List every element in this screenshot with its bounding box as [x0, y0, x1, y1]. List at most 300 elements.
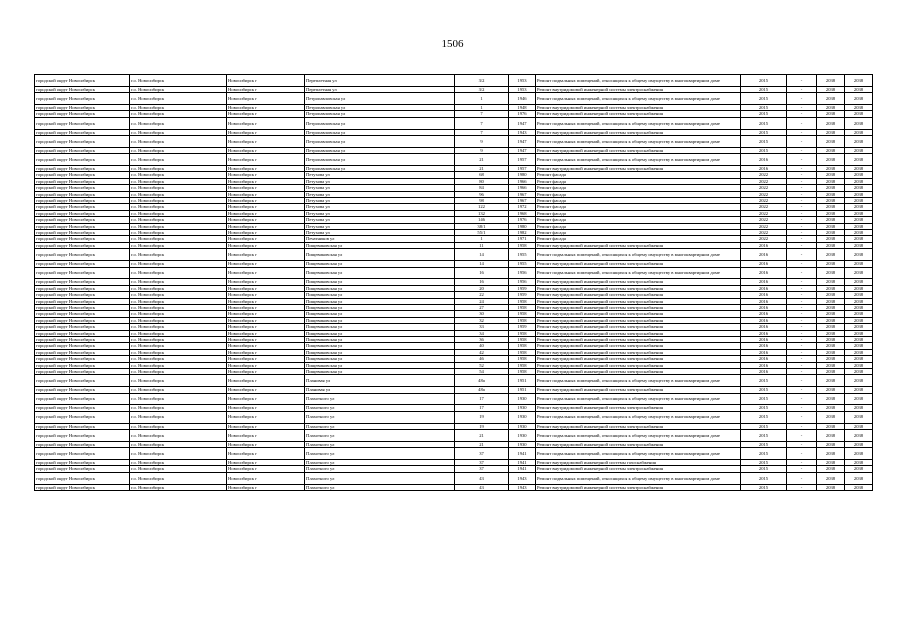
cell-go: г.о. Новосибирск: [130, 178, 227, 184]
cell-okrug: городской округ Новосибирск: [35, 393, 130, 405]
cell-city: Новосибирск г: [227, 86, 305, 92]
cell-okrug: городской округ Новосибирск: [35, 223, 130, 229]
cell-dash: -: [787, 411, 817, 423]
repair-schedule-table: [34, 74, 873, 491]
table-row: [35, 430, 873, 442]
cell-dash: -: [787, 466, 817, 472]
cell-start-year: 2022: [741, 178, 787, 184]
cell-street: Пищевиковская ул: [305, 362, 455, 368]
cell-start-year: 2022: [741, 223, 787, 229]
cell-okrug: городской округ Новосибирск: [35, 472, 130, 484]
cell-city: Новосибирск г: [227, 368, 305, 374]
cell-house: 32: [455, 317, 509, 323]
cell-year: 1953: [509, 75, 536, 87]
cell-street: Пищевиковская ул: [305, 336, 455, 342]
cell-work: Ремонт подвальных помещений, относящихся к общему имуществу в многоквартирном доме: [536, 448, 741, 460]
cell-start-year: 2015: [741, 375, 787, 387]
cell-okrug: городской округ Новосибирск: [35, 484, 130, 490]
cell-year: 1943: [509, 484, 536, 490]
cell-year: 1966: [509, 185, 536, 191]
cell-street: Петропавловская ул: [305, 111, 455, 117]
cell-dash: -: [787, 242, 817, 248]
cell-street: Петропавловская ул: [305, 93, 455, 105]
cell-year: 1971: [509, 236, 536, 242]
cell-work: Ремонт подвальных помещений, относящихся к общему имуществу в многоквартирном доме: [536, 136, 741, 148]
cell-street: Плановая ул: [305, 375, 455, 387]
cell-final-year: 2038: [845, 129, 873, 135]
cell-start-year: 2015: [741, 411, 787, 423]
cell-work: Ремонт внутридомовой инженерной системы электроснабжения: [536, 298, 741, 304]
cell-start-year: 2022: [741, 230, 787, 236]
cell-end-year: 2038: [817, 375, 845, 387]
cell-okrug: городской округ Новосибирск: [35, 324, 130, 330]
cell-start-year: 2016: [741, 298, 787, 304]
cell-end-year: 2038: [817, 154, 845, 166]
cell-dash: -: [787, 185, 817, 191]
cell-city: Новосибирск г: [227, 285, 305, 291]
cell-work: Ремонт внутридомовой инженерной системы электроснабжения: [536, 362, 741, 368]
cell-start-year: 2015: [741, 93, 787, 105]
cell-year: 1968: [509, 210, 536, 216]
cell-final-year: 2038: [845, 349, 873, 355]
cell-year: 1957: [509, 154, 536, 166]
cell-end-year: 2038: [817, 261, 845, 267]
cell-start-year: 2016: [741, 292, 787, 298]
cell-final-year: 2038: [845, 166, 873, 172]
cell-work: Ремонт внутридомовой инженерной системы электроснабжения: [536, 166, 741, 172]
cell-city: Новосибирск г: [227, 172, 305, 178]
cell-house: 68: [455, 172, 509, 178]
cell-start-year: 2016: [741, 317, 787, 323]
cell-okrug: городской округ Новосибирск: [35, 448, 130, 460]
cell-go: г.о. Новосибирск: [130, 285, 227, 291]
table-row: [35, 448, 873, 460]
cell-house: 7: [455, 117, 509, 129]
cell-start-year: 2022: [741, 210, 787, 216]
cell-go: г.о. Новосибирск: [130, 343, 227, 349]
cell-year: 1946: [509, 93, 536, 105]
cell-work: Ремонт подвальных помещений, относящихся к общему имуществу в многоквартирном доме: [536, 430, 741, 442]
cell-go: г.о. Новосибирск: [130, 86, 227, 92]
cell-go: г.о. Новосибирск: [130, 298, 227, 304]
cell-end-year: 2038: [817, 430, 845, 442]
cell-work: Ремонт фасада: [536, 236, 741, 242]
cell-end-year: 2038: [817, 217, 845, 223]
cell-city: Новосибирск г: [227, 154, 305, 166]
cell-start-year: 2016: [741, 349, 787, 355]
cell-city: Новосибирск г: [227, 117, 305, 129]
cell-street: Плахотного ул: [305, 393, 455, 405]
cell-city: Новосибирск г: [227, 411, 305, 423]
cell-street: Пищевиковская ул: [305, 242, 455, 248]
cell-go: г.о. Новосибирск: [130, 242, 227, 248]
cell-work: Ремонт подвальных помещений, относящихся к общему имуществу в многоквартирном доме: [536, 267, 741, 279]
cell-go: г.о. Новосибирск: [130, 430, 227, 442]
cell-okrug: городской округ Новосибирск: [35, 198, 130, 204]
cell-street: Петухова ул: [305, 178, 455, 184]
cell-start-year: 2015: [741, 484, 787, 490]
table-row: [35, 93, 873, 105]
cell-dash: -: [787, 267, 817, 279]
cell-final-year: 2038: [845, 117, 873, 129]
cell-start-year: 2022: [741, 198, 787, 204]
cell-city: Новосибирск г: [227, 93, 305, 105]
cell-street: Пищевиковская ул: [305, 311, 455, 317]
cell-final-year: 2038: [845, 304, 873, 310]
cell-work: Ремонт фасада: [536, 204, 741, 210]
cell-house: 43: [455, 472, 509, 484]
cell-dash: -: [787, 172, 817, 178]
cell-end-year: 2038: [817, 441, 845, 447]
cell-work: Ремонт фасада: [536, 217, 741, 223]
cell-okrug: городской округ Новосибирск: [35, 441, 130, 447]
cell-year: 1980: [509, 223, 536, 229]
cell-start-year: 2015: [741, 147, 787, 153]
cell-okrug: городской округ Новосибирск: [35, 343, 130, 349]
cell-year: 1941: [509, 466, 536, 472]
cell-city: Новосибирск г: [227, 185, 305, 191]
cell-okrug: городской округ Новосибирск: [35, 317, 130, 323]
cell-house: 22: [455, 292, 509, 298]
cell-dash: -: [787, 317, 817, 323]
cell-dash: -: [787, 423, 817, 429]
cell-house: 16: [455, 267, 509, 279]
cell-start-year: 2022: [741, 236, 787, 242]
cell-start-year: 2016: [741, 336, 787, 342]
cell-go: г.о. Новосибирск: [130, 154, 227, 166]
cell-final-year: 2038: [845, 411, 873, 423]
cell-end-year: 2038: [817, 86, 845, 92]
cell-street: Пищевиковская ул: [305, 292, 455, 298]
cell-dash: -: [787, 230, 817, 236]
cell-house: 21: [455, 154, 509, 166]
cell-street: Переплетная ул: [305, 86, 455, 92]
cell-year: 1980: [509, 172, 536, 178]
cell-work: Ремонт внутридомовой инженерной системы электроснабжения: [536, 349, 741, 355]
cell-city: Новосибирск г: [227, 223, 305, 229]
table-row: [35, 375, 873, 387]
cell-go: г.о. Новосибирск: [130, 267, 227, 279]
cell-final-year: 2038: [845, 198, 873, 204]
cell-start-year: 2015: [741, 136, 787, 148]
cell-start-year: 2016: [741, 330, 787, 336]
cell-city: Новосибирск г: [227, 147, 305, 153]
cell-dash: -: [787, 343, 817, 349]
cell-go: г.о. Новосибирск: [130, 448, 227, 460]
cell-end-year: 2038: [817, 75, 845, 87]
cell-house: 1: [455, 236, 509, 242]
cell-work: Ремонт фасада: [536, 230, 741, 236]
cell-year: 1958: [509, 343, 536, 349]
cell-final-year: 2038: [845, 430, 873, 442]
cell-start-year: 2015: [741, 448, 787, 460]
cell-house: 84: [455, 185, 509, 191]
cell-work: Ремонт подвальных помещений, относящихся к общему имуществу в многоквартирном доме: [536, 472, 741, 484]
cell-end-year: 2038: [817, 362, 845, 368]
cell-year: 1955: [509, 261, 536, 267]
cell-street: Плахотного ул: [305, 460, 455, 466]
cell-year: 1958: [509, 304, 536, 310]
table-row: [35, 393, 873, 405]
cell-end-year: 2038: [817, 298, 845, 304]
cell-street: Плахотного ул: [305, 411, 455, 423]
cell-okrug: городской округ Новосибирск: [35, 86, 130, 92]
cell-house: 146: [455, 217, 509, 223]
cell-house: 14: [455, 261, 509, 267]
cell-street: Петухова ул: [305, 191, 455, 197]
cell-go: г.о. Новосибирск: [130, 304, 227, 310]
cell-end-year: 2038: [817, 223, 845, 229]
cell-year: 1930: [509, 430, 536, 442]
cell-dash: -: [787, 217, 817, 223]
cell-work: Ремонт фасада: [536, 172, 741, 178]
cell-work: Ремонт внутридомовой инженерной системы электроснабжения: [536, 105, 741, 111]
cell-final-year: 2038: [845, 185, 873, 191]
cell-street: Пищевиковская ул: [305, 304, 455, 310]
cell-okrug: городской округ Новосибирск: [35, 147, 130, 153]
cell-dash: -: [787, 178, 817, 184]
cell-dash: -: [787, 210, 817, 216]
cell-go: г.о. Новосибирск: [130, 191, 227, 197]
cell-city: Новосибирск г: [227, 111, 305, 117]
cell-city: Новосибирск г: [227, 375, 305, 387]
cell-go: г.о. Новосибирск: [130, 441, 227, 447]
cell-work: Ремонт подвальных помещений, относящихся к общему имуществу в многоквартирном доме: [536, 249, 741, 261]
cell-city: Новосибирск г: [227, 242, 305, 248]
cell-year: 1956: [509, 267, 536, 279]
cell-final-year: 2038: [845, 111, 873, 117]
cell-street: Петропавловская ул: [305, 105, 455, 111]
cell-city: Новосибирск г: [227, 75, 305, 87]
cell-work: Ремонт подвальных помещений, относящихся к общему имуществу в многоквартирном доме: [536, 411, 741, 423]
cell-year: 1930: [509, 441, 536, 447]
cell-dash: -: [787, 460, 817, 466]
cell-street: Пищевиковская ул: [305, 249, 455, 261]
cell-city: Новосибирск г: [227, 136, 305, 148]
cell-dash: -: [787, 136, 817, 148]
cell-end-year: 2038: [817, 368, 845, 374]
cell-city: Новосибирск г: [227, 441, 305, 447]
cell-start-year: 2015: [741, 441, 787, 447]
cell-end-year: 2038: [817, 93, 845, 105]
table-row: [35, 472, 873, 484]
cell-dash: -: [787, 236, 817, 242]
cell-go: г.о. Новосибирск: [130, 411, 227, 423]
cell-year: 1948: [509, 105, 536, 111]
cell-house: 20: [455, 285, 509, 291]
cell-end-year: 2038: [817, 411, 845, 423]
cell-house: 11: [455, 242, 509, 248]
cell-final-year: 2038: [845, 292, 873, 298]
cell-city: Новосибирск г: [227, 466, 305, 472]
cell-city: Новосибирск г: [227, 261, 305, 267]
cell-year: 1976: [509, 111, 536, 117]
cell-final-year: 2038: [845, 448, 873, 460]
cell-street: Плановая ул: [305, 387, 455, 393]
cell-house: 17: [455, 393, 509, 405]
cell-street: Пищевиковская ул: [305, 317, 455, 323]
cell-city: Новосибирск г: [227, 460, 305, 466]
cell-street: Пищевиковская ул: [305, 356, 455, 362]
cell-work: Ремонт внутридомовой инженерной системы электроснабжения: [536, 279, 741, 285]
cell-house: 38/1: [455, 223, 509, 229]
cell-end-year: 2038: [817, 285, 845, 291]
cell-go: г.о. Новосибирск: [130, 484, 227, 490]
cell-go: г.о. Новосибирск: [130, 362, 227, 368]
cell-okrug: городской округ Новосибирск: [35, 285, 130, 291]
cell-okrug: городской округ Новосибирск: [35, 279, 130, 285]
cell-city: Новосибирск г: [227, 210, 305, 216]
cell-dash: -: [787, 311, 817, 317]
cell-final-year: 2038: [845, 336, 873, 342]
cell-go: г.о. Новосибирск: [130, 317, 227, 323]
cell-start-year: 2016: [741, 356, 787, 362]
cell-final-year: 2038: [845, 236, 873, 242]
cell-work: Ремонт внутридомовой инженерной системы электроснабжения: [536, 324, 741, 330]
cell-city: Новосибирск г: [227, 387, 305, 393]
cell-year: 1958: [509, 242, 536, 248]
cell-street: Пищевиковская ул: [305, 261, 455, 267]
cell-final-year: 2038: [845, 261, 873, 267]
cell-okrug: городской округ Новосибирск: [35, 460, 130, 466]
cell-street: Плахотного ул: [305, 484, 455, 490]
cell-city: Новосибирск г: [227, 279, 305, 285]
cell-dash: -: [787, 147, 817, 153]
cell-city: Новосибирск г: [227, 166, 305, 172]
cell-year: 1956: [509, 279, 536, 285]
cell-start-year: 2015: [741, 111, 787, 117]
cell-go: г.о. Новосибирск: [130, 230, 227, 236]
cell-year: 1958: [509, 298, 536, 304]
cell-city: Новосибирск г: [227, 343, 305, 349]
cell-city: Новосибирск г: [227, 267, 305, 279]
cell-dash: -: [787, 204, 817, 210]
cell-start-year: 2016: [741, 311, 787, 317]
cell-dash: -: [787, 93, 817, 105]
cell-year: 1947: [509, 147, 536, 153]
cell-final-year: 2038: [845, 93, 873, 105]
cell-city: Новосибирск г: [227, 356, 305, 362]
cell-year: 1958: [509, 349, 536, 355]
cell-end-year: 2038: [817, 466, 845, 472]
cell-final-year: 2038: [845, 223, 873, 229]
cell-final-year: 2038: [845, 230, 873, 236]
cell-end-year: 2038: [817, 356, 845, 362]
cell-okrug: городской округ Новосибирск: [35, 105, 130, 111]
cell-year: 1930: [509, 393, 536, 405]
cell-house: 9: [455, 147, 509, 153]
cell-street: Пищевиковская ул: [305, 368, 455, 374]
cell-start-year: 2015: [741, 117, 787, 129]
cell-street: Пищевиковская ул: [305, 349, 455, 355]
cell-work: Ремонт внутридомовой инженерной системы электроснабжения: [536, 405, 741, 411]
cell-start-year: 2022: [741, 204, 787, 210]
cell-house: 27: [455, 304, 509, 310]
cell-okrug: городской округ Новосибирск: [35, 330, 130, 336]
cell-street: Петухова ул: [305, 172, 455, 178]
cell-end-year: 2038: [817, 349, 845, 355]
cell-go: г.о. Новосибирск: [130, 198, 227, 204]
cell-house: 46: [455, 356, 509, 362]
cell-work: Ремонт внутридомовой инженерной системы электроснабжения: [536, 311, 741, 317]
cell-city: Новосибирск г: [227, 198, 305, 204]
cell-city: Новосибирск г: [227, 217, 305, 223]
cell-go: г.о. Новосибирск: [130, 117, 227, 129]
cell-okrug: городской округ Новосибирск: [35, 430, 130, 442]
page-number: 1506: [441, 38, 464, 50]
cell-end-year: 2038: [817, 191, 845, 197]
cell-okrug: городской округ Новосибирск: [35, 336, 130, 342]
cell-year: 1951: [509, 387, 536, 393]
cell-end-year: 2038: [817, 393, 845, 405]
cell-start-year: 2015: [741, 75, 787, 87]
cell-dash: -: [787, 292, 817, 298]
cell-city: Новосибирск г: [227, 405, 305, 411]
cell-okrug: городской округ Новосибирск: [35, 267, 130, 279]
cell-end-year: 2038: [817, 117, 845, 129]
cell-go: г.о. Новосибирск: [130, 105, 227, 111]
cell-work: Ремонт внутридомовой инженерной системы электроснабжения: [536, 484, 741, 490]
cell-go: г.о. Новосибирск: [130, 217, 227, 223]
cell-start-year: 2015: [741, 105, 787, 111]
cell-okrug: городской округ Новосибирск: [35, 111, 130, 117]
cell-okrug: городской округ Новосибирск: [35, 411, 130, 423]
cell-final-year: 2038: [845, 460, 873, 466]
cell-dash: -: [787, 472, 817, 484]
cell-start-year: 2022: [741, 191, 787, 197]
cell-house: 42: [455, 349, 509, 355]
cell-okrug: городской округ Новосибирск: [35, 210, 130, 216]
cell-year: 1943: [509, 129, 536, 135]
cell-final-year: 2038: [845, 356, 873, 362]
cell-okrug: городской округ Новосибирск: [35, 466, 130, 472]
cell-house: 55/1: [455, 230, 509, 236]
cell-final-year: 2038: [845, 217, 873, 223]
cell-work: Ремонт внутридомовой инженерной системы электроснабжения: [536, 147, 741, 153]
cell-year: 1930: [509, 423, 536, 429]
cell-street: Пищевиковская ул: [305, 267, 455, 279]
cell-start-year: 2015: [741, 129, 787, 135]
cell-year: 1959: [509, 324, 536, 330]
cell-year: 1953: [509, 86, 536, 92]
cell-okrug: городской округ Новосибирск: [35, 154, 130, 166]
cell-final-year: 2038: [845, 317, 873, 323]
cell-house: 7: [455, 129, 509, 135]
cell-street: Петухова ул: [305, 223, 455, 229]
cell-dash: -: [787, 448, 817, 460]
cell-end-year: 2038: [817, 166, 845, 172]
cell-house: 37: [455, 460, 509, 466]
cell-city: Новосибирск г: [227, 362, 305, 368]
cell-start-year: 2022: [741, 172, 787, 178]
cell-dash: -: [787, 117, 817, 129]
cell-final-year: 2038: [845, 484, 873, 490]
cell-end-year: 2038: [817, 330, 845, 336]
table-row: [35, 484, 873, 490]
cell-go: г.о. Новосибирск: [130, 472, 227, 484]
cell-end-year: 2038: [817, 178, 845, 184]
cell-year: 1967: [509, 191, 536, 197]
cell-final-year: 2038: [845, 191, 873, 197]
cell-year: 1947: [509, 136, 536, 148]
cell-street: Петропавловская ул: [305, 166, 455, 172]
cell-final-year: 2038: [845, 249, 873, 261]
cell-house: 40: [455, 343, 509, 349]
cell-city: Новосибирск г: [227, 304, 305, 310]
cell-okrug: городской округ Новосибирск: [35, 368, 130, 374]
cell-street: Переплетная ул: [305, 75, 455, 87]
cell-city: Новосибирск г: [227, 484, 305, 490]
